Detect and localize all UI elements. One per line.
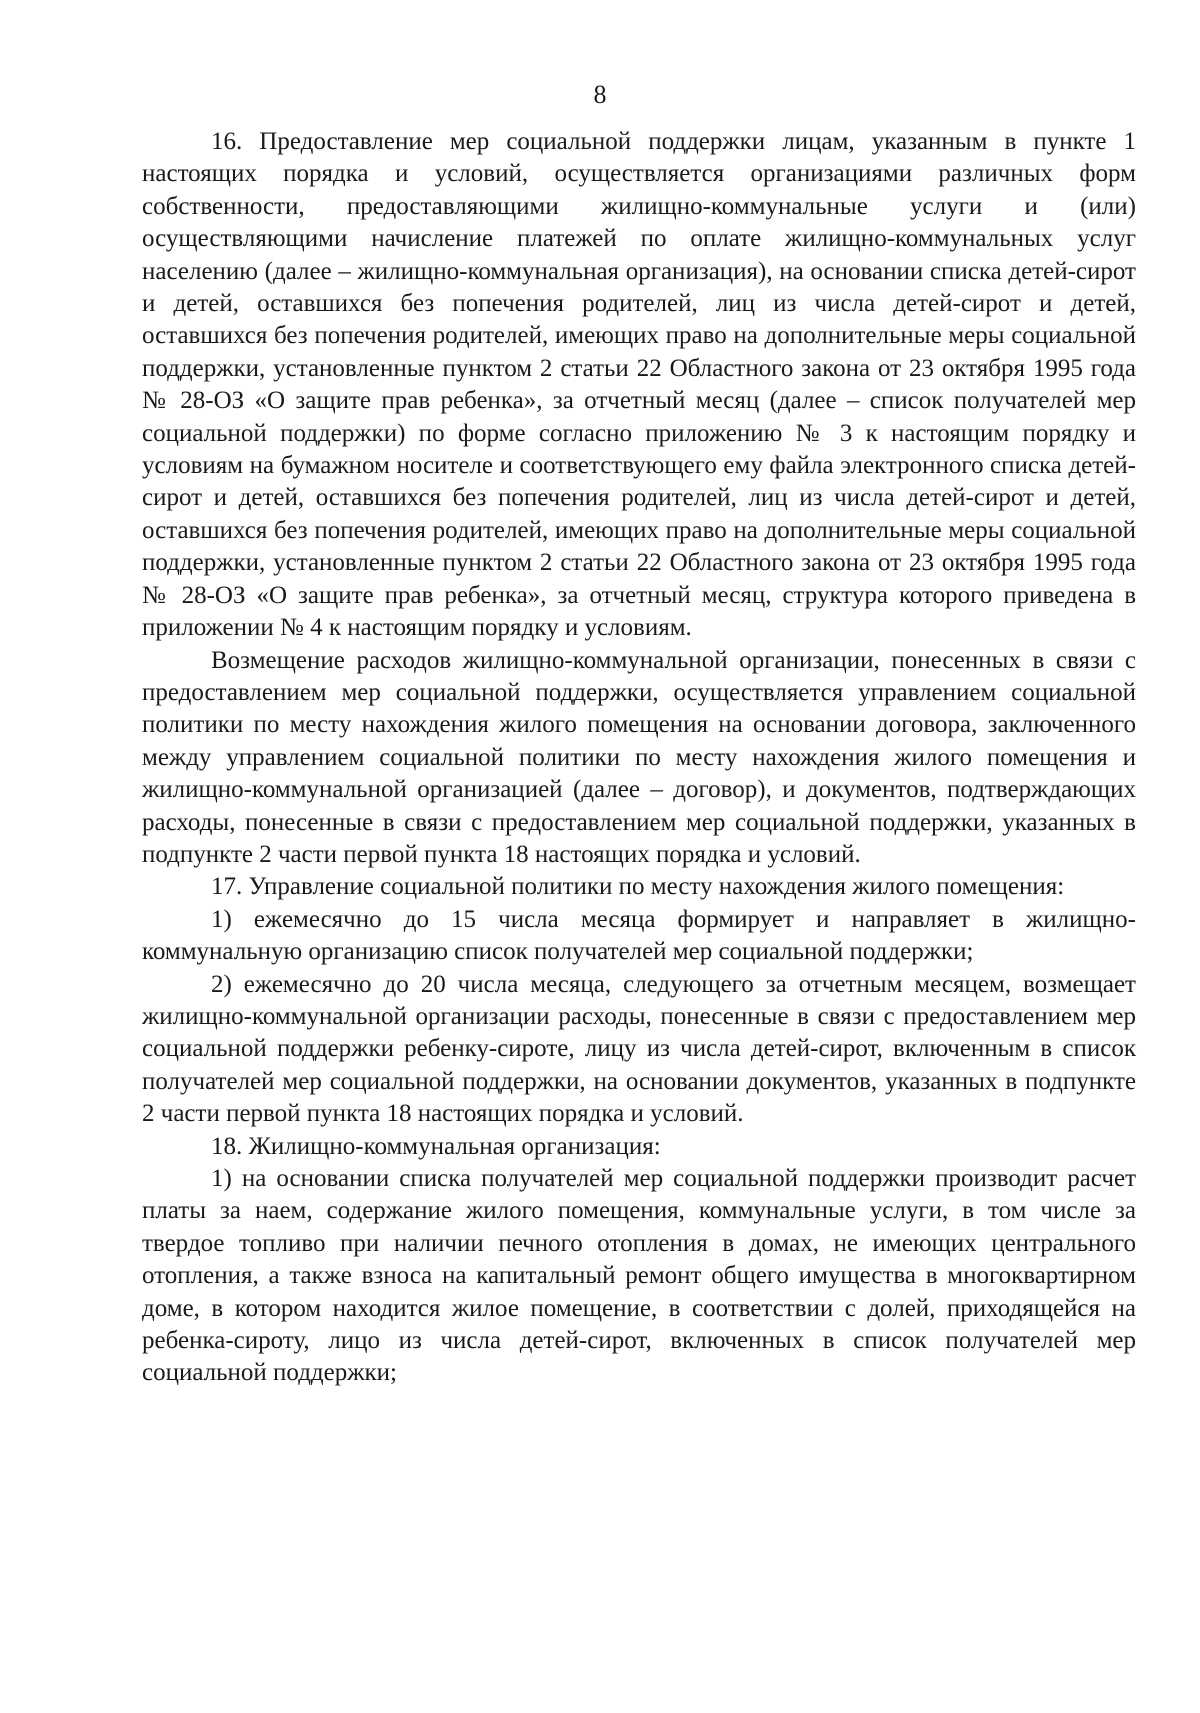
paragraph-17-item-2: 2) ежемесячно до 20 числа месяца, следующего за отчетным месяцем, возмещает жилищно-коммунальной организации расходы, понесенные в связи с предоставлением мер социальной поддержки ребенку-сироте, лицу из числа детей-сирот, включенным в список получателей мер социальной поддержки, на основании документов, указанных в подпункте 2 части первой пункта 18 настоящих порядка и условий. — [142, 970, 1136, 1128]
paragraph-18-item-1: 1) на основании списка получателей мер социальной поддержки производит расчет платы за наем, содержание жилого помещения, коммунальные услуги, в том числе за твердое топливо при наличии печного отопления в домах, не имеющих центрального отопления, а также взноса на капитальный ремонт общего имущества в многоквартирном доме, в котором находится жилое помещение, в соответствии с долей, приходящейся на ребенка-сироту, лицо из числа детей-сирот, включенных в список получателей мер социальной поддержки; — [142, 1165, 1136, 1387]
paragraph-18: 18. Жилищно-коммунальная организация: — [211, 1132, 661, 1160]
paragraph-17: 17. Управление социальной политики по месту нахождения жилого помещения: — [211, 873, 1065, 901]
page-number: 8 — [593, 80, 607, 109]
paragraph-17-item-1: 1) ежемесячно до 15 числа месяца формирует и направляет в жилищно-коммунальную организацию список получателей мер социальной поддержки; — [142, 905, 1136, 966]
document-body — [142, 126, 1136, 1390]
paragraph-16: 16. Предоставление мер социальной поддержки лицам, указанным в пункте 1 настоящих порядка и условий, осуществляется организациями различных форм собственности, предоставляющими жилищно-коммунальные услуги и (или) осуществляющими начисление платежей по оплате жилищно-коммунальных услуг населению (далее – жилищно-коммунальная организация), на основании списка детей-сирот и детей, оставшихся без попечения родителей, лиц из числа детей-сирот и детей, оставшихся без попечения родителей, имеющих право на дополнительные меры социальной поддержки, установленные пунктом 2 статьи 22 Областного закона от 23 октября 1995 года № 28-ОЗ «О защите прав ребенка», за отчетный месяц (далее – список получателей мер социальной поддержки) по форме согласно приложению № 3 к настоящим порядку и условиям на бумажном носителе и соответствующего ему файла электронного списка детей-сирот и детей, оставшихся без попечения родителей, лиц из числа детей-сирот и детей, оставшихся без попечения родителей, имеющих право на дополнительные меры социальной поддержки, установленные пунктом 2 статьи 22 Областного закона от 23 октября 1995 года № 28-ОЗ «О защите прав ребенка», за отчетный месяц, структура которого приведена в приложении № 4 к настоящим порядку и условиям. — [142, 128, 1136, 642]
paragraph-reimbursement: Возмещение расходов жилищно-коммунальной организации, понесенных в связи с предоставлением мер социальной поддержки, осуществляется управлением социальной политики по месту нахождения жилого помещения на основании договора, заключенного между управлением социальной политики по месту нахождения жилого помещения и жилищно-коммунальной организацией (далее – договор), и документов, подтверждающих расходы, понесенные в связи с предоставлением мер социальной поддержки, указанных в подпункте 2 части первой пункта 18 настоящих порядка и условий. — [142, 646, 1136, 868]
